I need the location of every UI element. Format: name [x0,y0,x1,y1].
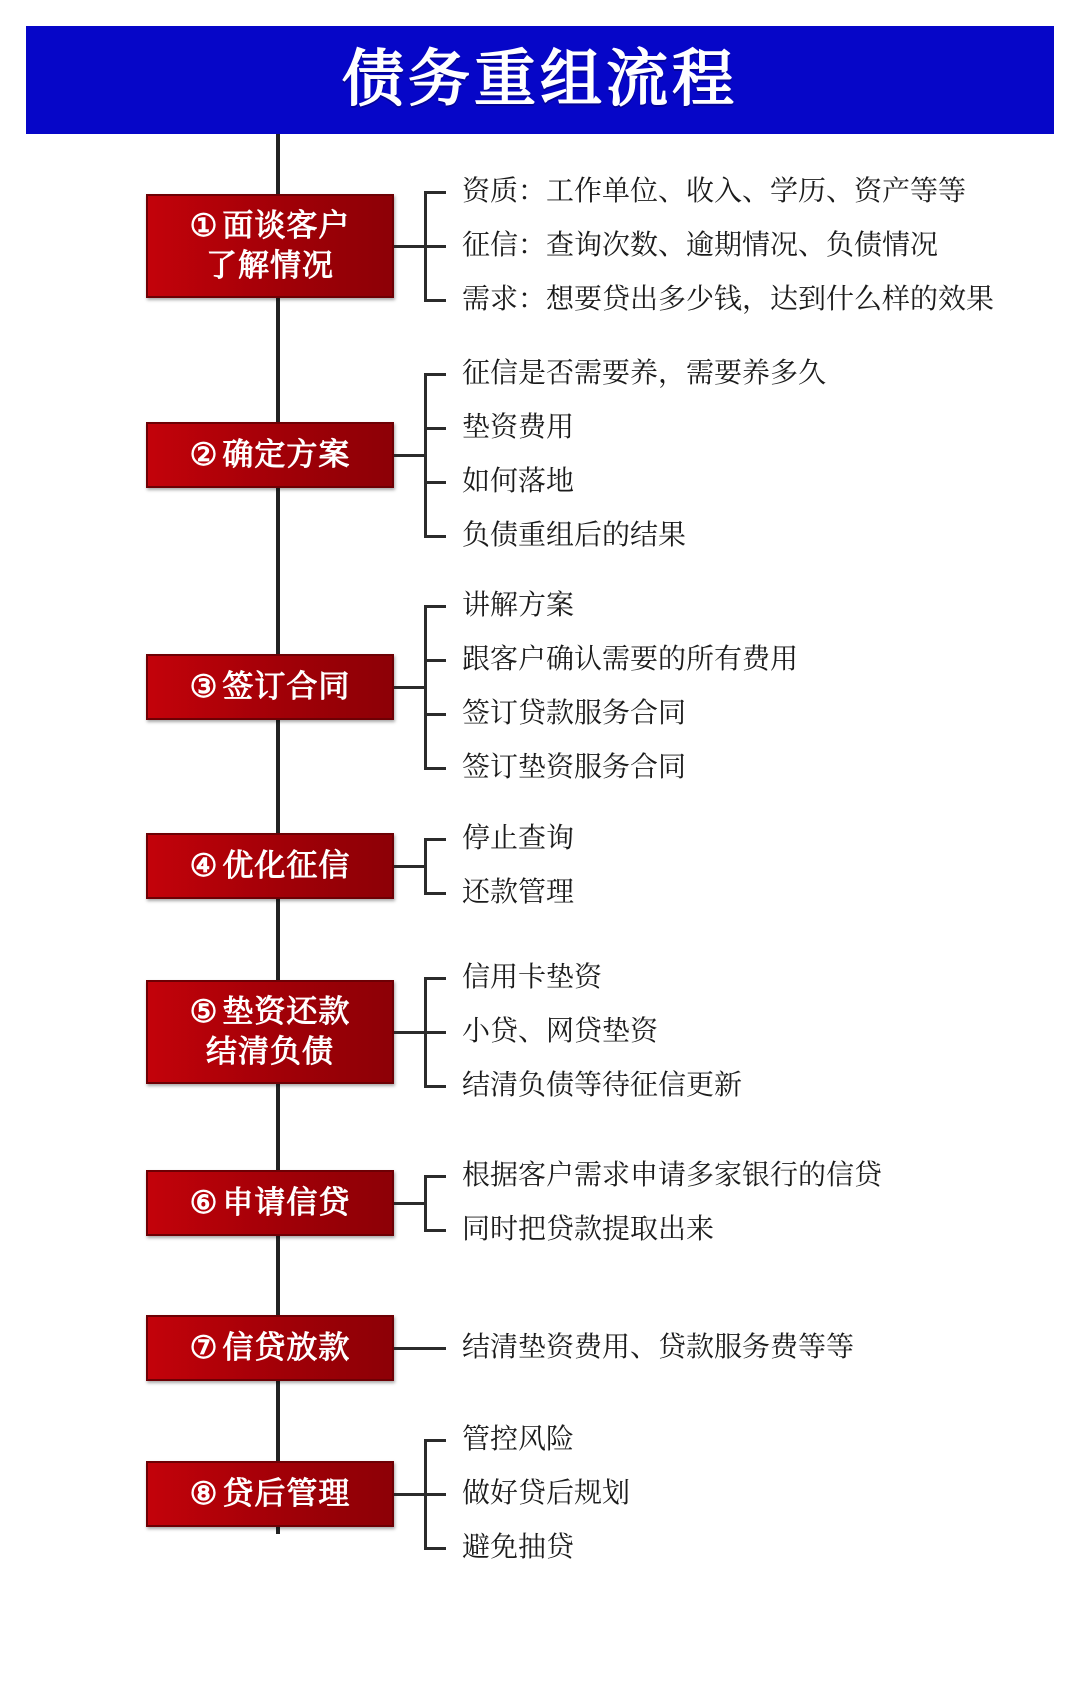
connector-tick-3-2 [424,659,446,662]
step-detail-8-3: 避免抽贷 [462,1531,575,1562]
step-box-label-3 [190,667,351,707]
step-detail-3-2: 跟客户确认需要的所有费用 [462,643,799,674]
step-label-line2-1: 了解情况 [205,248,334,283]
step-number-4: ④ [189,848,219,883]
step-box-6[interactable] [146,1170,394,1236]
connector-tick-5-1 [424,977,446,980]
step-box-label-8 [190,1474,351,1514]
connector-tick-3-4 [424,767,446,770]
connector-tick-5-3 [424,1085,446,1088]
step-number-2: ② [189,437,219,472]
step-box-3[interactable] [146,654,394,720]
step-detail-3-3: 签订贷款服务合同 [462,697,687,728]
connector-bracket-2 [424,374,427,536]
step-detail-6-1: 根据客户需求申请多家银行的信贷 [462,1159,883,1190]
step-detail-6-2: 同时把贷款提取出来 [462,1213,715,1244]
step-box-label-4 [190,846,351,886]
connector-stem-1 [394,245,424,248]
step-number-1: ① [189,208,219,243]
step-detail-2-2: 垫资费用 [462,411,575,442]
step-box-7[interactable] [146,1315,394,1381]
page-title: 债务重组流程 [341,45,738,114]
step-detail-5-3: 结清负债等待征信更新 [462,1069,743,1100]
step-box-label-1 [190,206,351,286]
step-box-8[interactable] [146,1461,394,1527]
connector-stem-4 [394,865,424,868]
connector-tick-1-3 [424,299,446,302]
step-label-line1-2: 确定方案 [222,437,351,472]
step-detail-2-4: 负债重组后的结果 [462,519,687,550]
step-box-4[interactable] [146,833,394,899]
connector-stem-8 [394,1493,424,1496]
connector-tick-1-1 [424,191,446,194]
connector-bracket-4 [424,839,427,893]
connector-stem-7 [394,1347,424,1350]
step-detail-5-1: 信用卡垫资 [462,961,603,992]
step-box-label-2 [190,435,351,475]
connector-tick-3-1 [424,605,446,608]
step-number-5: ⑤ [189,994,219,1029]
step-detail-8-1: 管控风险 [462,1423,575,1454]
step-label-line2-5: 结清负债 [205,1034,334,1069]
step-label-line1-5: 垫资还款 [222,994,351,1029]
connector-tick-3-3 [424,713,446,716]
step-label-line1-6: 申请信贷 [222,1185,351,1220]
connector-tick-6-1 [424,1175,446,1178]
connector-tick-8-3 [424,1547,446,1550]
step-box-1[interactable] [146,194,394,298]
connector-tick-2-2 [424,427,446,430]
step-box-label-7 [190,1328,351,1368]
step-detail-2-3: 如何落地 [462,465,575,496]
connector-stem-6 [394,1202,424,1205]
step-label-line1-7: 信贷放款 [222,1330,351,1365]
connector-tick-2-3 [424,481,446,484]
step-box-label-6 [190,1183,351,1223]
connector-tick-8-2 [424,1493,446,1496]
step-detail-1-1: 资质：工作单位、收入、学历、资产等等 [462,175,967,206]
connector-tick-4-2 [424,892,446,895]
connector-stem-5 [394,1031,424,1034]
connector-tick-2-4 [424,535,446,538]
step-label-line1-4: 优化征信 [222,848,351,883]
step-detail-1-3: 需求：想要贷出多少钱，达到什么样的效果 [462,283,995,314]
step-number-8: ⑧ [189,1476,219,1511]
step-detail-3-4: 签订垫资服务合同 [462,751,687,782]
step-detail-4-2: 还款管理 [462,876,575,907]
connector-bracket-6 [424,1176,427,1230]
step-box-label-5 [190,992,351,1072]
connector-bracket-3 [424,606,427,768]
connector-tick-4-1 [424,838,446,841]
step-detail-8-2: 做好贷后规划 [462,1477,631,1508]
step-detail-7-1: 结清垫资费用、贷款服务费等等 [462,1331,855,1362]
connector-stem-3 [394,686,424,689]
step-number-7: ⑦ [189,1330,219,1365]
connector-tick-6-2 [424,1229,446,1232]
connector-tick-7-1 [424,1347,446,1350]
step-detail-1-2: 征信：查询次数、逾期情况、负债情况 [462,229,939,260]
step-label-line1-8: 贷后管理 [222,1476,351,1511]
connector-tick-5-2 [424,1031,446,1034]
step-detail-4-1: 停止查询 [462,822,575,853]
connector-tick-2-1 [424,373,446,376]
step-box-5[interactable] [146,980,394,1084]
step-number-3: ③ [189,669,219,704]
step-detail-3-1: 讲解方案 [462,589,575,620]
step-detail-5-2: 小贷、网贷垫资 [462,1015,659,1046]
step-label-line1-3: 签订合同 [222,669,351,704]
step-number-6: ⑥ [189,1185,219,1220]
connector-tick-8-1 [424,1439,446,1442]
step-box-2[interactable] [146,422,394,488]
step-label-line1-1: 面谈客户 [222,208,351,243]
connector-tick-1-2 [424,245,446,248]
step-detail-2-1: 征信是否需要养，需要养多久 [462,357,827,388]
connector-stem-2 [394,454,424,457]
